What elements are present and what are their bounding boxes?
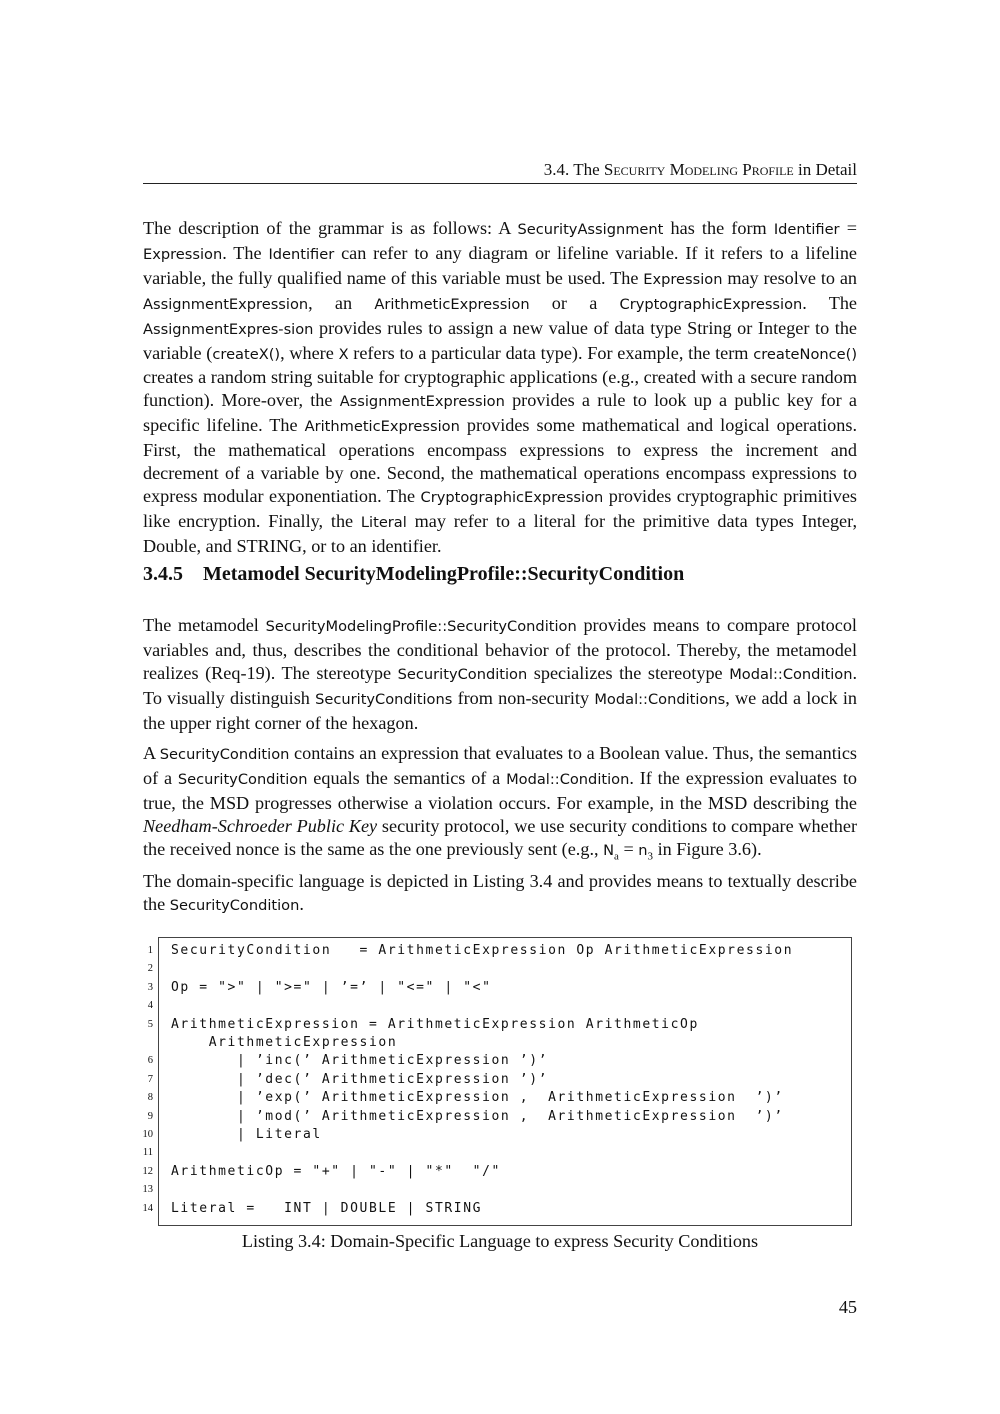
identifier-term: AssignmentExpression	[143, 295, 309, 313]
identifier-term: SecurityAssignment	[517, 221, 664, 238]
code-line	[142, 1181, 859, 1199]
text-run: The description of the grammar is as follows: A	[143, 218, 518, 238]
code-text: ArithmeticExpression	[171, 1035, 398, 1050]
text-run: provides a rule to look up a public key for a specific lifeline. The	[143, 390, 857, 436]
line-number: 7	[147, 1073, 153, 1085]
identifier-term: Expression	[643, 270, 723, 288]
code-line	[142, 1144, 859, 1162]
text-run: from non-security	[452, 687, 595, 708]
text-run: .	[299, 893, 304, 914]
header-section-number: 3.4.	[543, 160, 570, 179]
code-line	[147, 1089, 859, 1107]
line-number: 8	[147, 1092, 153, 1104]
code-line	[147, 1052, 859, 1070]
line-number: 1	[147, 945, 153, 956]
line-number: 12	[142, 1165, 153, 1177]
text-run: may resolve to an	[722, 267, 858, 288]
identifier-term: SecurityCondition	[397, 665, 528, 683]
identifier-term: createX()	[212, 345, 281, 363]
code-line	[147, 960, 859, 978]
identifier-term: SecurityModelingProfile::SecurityCondition	[265, 618, 577, 635]
code-text: | ’exp(’ ArithmeticExpression , ArithmeticExpression ’)’	[171, 1090, 784, 1106]
identifier-term: CryptographicExpression	[619, 295, 803, 313]
text-run: provides means to compare protocol variables and, thus, describes the conditional behavior of the protocol. Thereby, the metamodel realizes (Req-19). The stereotype	[143, 615, 857, 683]
emphasis-text: Needham-Schroeder Public Key	[143, 815, 378, 836]
text-run: may refer to a literal for the primitive data types Integer, Double, and STRING, or to an identifier.	[143, 510, 857, 556]
code-listing	[142, 937, 852, 1226]
identifier-term: Modal::Condition	[506, 770, 630, 788]
dsl-intro-paragraph	[143, 870, 857, 918]
text-run: provides cryptographic primitives like encryption. Finally, the	[143, 485, 857, 531]
code-line	[147, 1108, 859, 1126]
text-run: provides rules to assign a new value of data type String or Integer to the variable (	[143, 317, 857, 363]
subscript-text: a	[614, 850, 619, 863]
text-run: . The	[222, 242, 269, 263]
text-run: =	[618, 838, 639, 859]
text-run: provides some mathematical and logical operations. First, the mathematical operations encompass expressions to express the increment and decrement of a variable by one. Second, the mathematical operations encompass expressions to express modular exponentiation. The	[143, 415, 857, 506]
text-run: . To visually distinguish	[143, 662, 858, 708]
identifier-term: SecurityCondition	[177, 770, 308, 788]
code-line	[142, 1200, 859, 1218]
code-line	[147, 942, 859, 960]
text-run: has the form	[663, 218, 774, 238]
identifier-term: AssignmentExpres-sion	[143, 320, 314, 338]
code-line	[147, 997, 859, 1015]
semantics-paragraph	[143, 742, 857, 863]
code-text: | ’mod(’ ArithmeticExpression , ArithmeticExpression ’)’	[171, 1108, 784, 1124]
code-text: ArithmeticOp = "+" | "-" | "*" "/"	[171, 1163, 501, 1179]
code-line	[147, 1016, 859, 1034]
text-run: creates a random string suitable for cryptographic applications (e.g., created with a secure random function). More-over, the	[143, 367, 857, 411]
text-run: in Figure 3.6).	[653, 838, 762, 859]
code-text: | ’inc(’ ArithmeticExpression ’)’	[171, 1053, 549, 1069]
section-heading	[143, 562, 857, 586]
text-run: refers to a particular data type). For example, the term	[348, 342, 754, 363]
text-run: . If the expression evaluates to true, the MSD progresses otherwise a violation occurs. For example, in the MSD describing the	[143, 767, 857, 813]
identifier-term: ArithmeticExpression	[304, 418, 460, 436]
code-text: | Literal	[171, 1127, 322, 1142]
line-number: 11	[142, 1147, 153, 1159]
text-run: specializes the stereotype	[527, 662, 730, 683]
code-text: SecurityCondition = ArithmeticExpression Op ArithmeticExpression	[171, 943, 794, 958]
identifier-term: SecurityConditions	[315, 690, 453, 708]
line-number: 9	[147, 1110, 153, 1122]
line-number: 5	[147, 1018, 153, 1030]
identifier-term: AssignmentExpression	[339, 393, 505, 411]
line-number: 2	[147, 963, 153, 975]
code-line	[142, 1163, 859, 1181]
code-line	[147, 979, 859, 997]
metamodel-paragraph	[143, 614, 857, 735]
page-number: 45	[838, 1297, 857, 1317]
header-title-smallcaps: Security Modeling Profile	[603, 160, 794, 179]
code-text: Literal = INT | DOUBLE | STRING	[171, 1200, 483, 1216]
text-run: or a	[529, 292, 620, 313]
text-run: The domain-specific language is depicted in Listing 3.4 and provides means to textually describe the	[143, 871, 857, 914]
identifier-term: Modal::Condition	[729, 665, 853, 683]
identifier-term: CryptographicExpression	[420, 488, 604, 506]
text-run: contains an expression that evaluates to a Boolean value. Thus, the semantics of a	[143, 743, 857, 788]
code-text: | ’dec(’ ArithmeticExpression ’)’	[171, 1071, 549, 1087]
text-run: , we add a lock in the upper right corner of the hexagon.	[143, 687, 858, 733]
identifier-term: n	[638, 841, 648, 859]
code-line	[159, 1034, 859, 1052]
text-run: security protocol, we use security conditions to compare whether the received nonce is the same as the one previously sent (e.g.,	[143, 815, 857, 859]
identifier-term: N	[603, 841, 615, 859]
text-run: The metamodel	[143, 615, 266, 635]
running-header	[143, 160, 857, 184]
code-text: ArithmeticExpression = ArithmeticExpression ArithmeticOp	[171, 1016, 699, 1032]
code-line	[147, 1071, 859, 1089]
text-run: , where	[280, 342, 339, 363]
identifier-term: Literal	[360, 513, 407, 531]
section-number: 3.4.5	[143, 563, 183, 585]
identifier-term: Identifier	[268, 245, 335, 263]
identifier-term: ArithmeticExpression	[374, 295, 530, 313]
line-number: 13	[142, 1184, 153, 1196]
line-number: 6	[147, 1055, 153, 1067]
identifier-term: X	[338, 345, 349, 363]
listing-caption: Listing 3.4: Domain-Specific Language to express Security Conditions	[241, 1231, 759, 1251]
identifier-term: Identifier	[773, 221, 840, 238]
line-number: 10	[142, 1129, 153, 1140]
subscript-text: 3	[647, 850, 654, 863]
identifier-term: Modal::Conditions	[594, 690, 726, 708]
text-run: =	[839, 218, 857, 238]
identifier-term: Expression	[143, 245, 223, 263]
line-number: 4	[147, 1000, 153, 1012]
header-title-prefix: The	[573, 160, 600, 179]
line-number: 14	[142, 1202, 153, 1214]
identifier-term: SecurityCondition	[159, 746, 290, 763]
identifier-term: createNonce()	[753, 345, 858, 363]
text-run: A	[143, 743, 160, 763]
identifier-term: SecurityCondition	[169, 896, 300, 914]
grammar-description-paragraph	[143, 217, 857, 558]
line-number: 3	[147, 981, 153, 993]
text-run: can refer to any diagram or lifeline variable. If it refers to a lifeline variable, the fully qualified name of this variable must be used. The	[143, 242, 857, 288]
text-run: . The	[802, 292, 857, 313]
text-run: , an	[308, 292, 375, 313]
code-line	[142, 1126, 859, 1144]
text-run: equals the semantics of a	[307, 767, 507, 788]
section-title: Metamodel SecurityModelingProfile::SecurityCondition	[203, 563, 685, 585]
header-title-suffix: in Detail	[797, 160, 857, 179]
code-text: Op = ">" | ">=" | ’=’ | "<=" | "<"	[171, 979, 492, 995]
